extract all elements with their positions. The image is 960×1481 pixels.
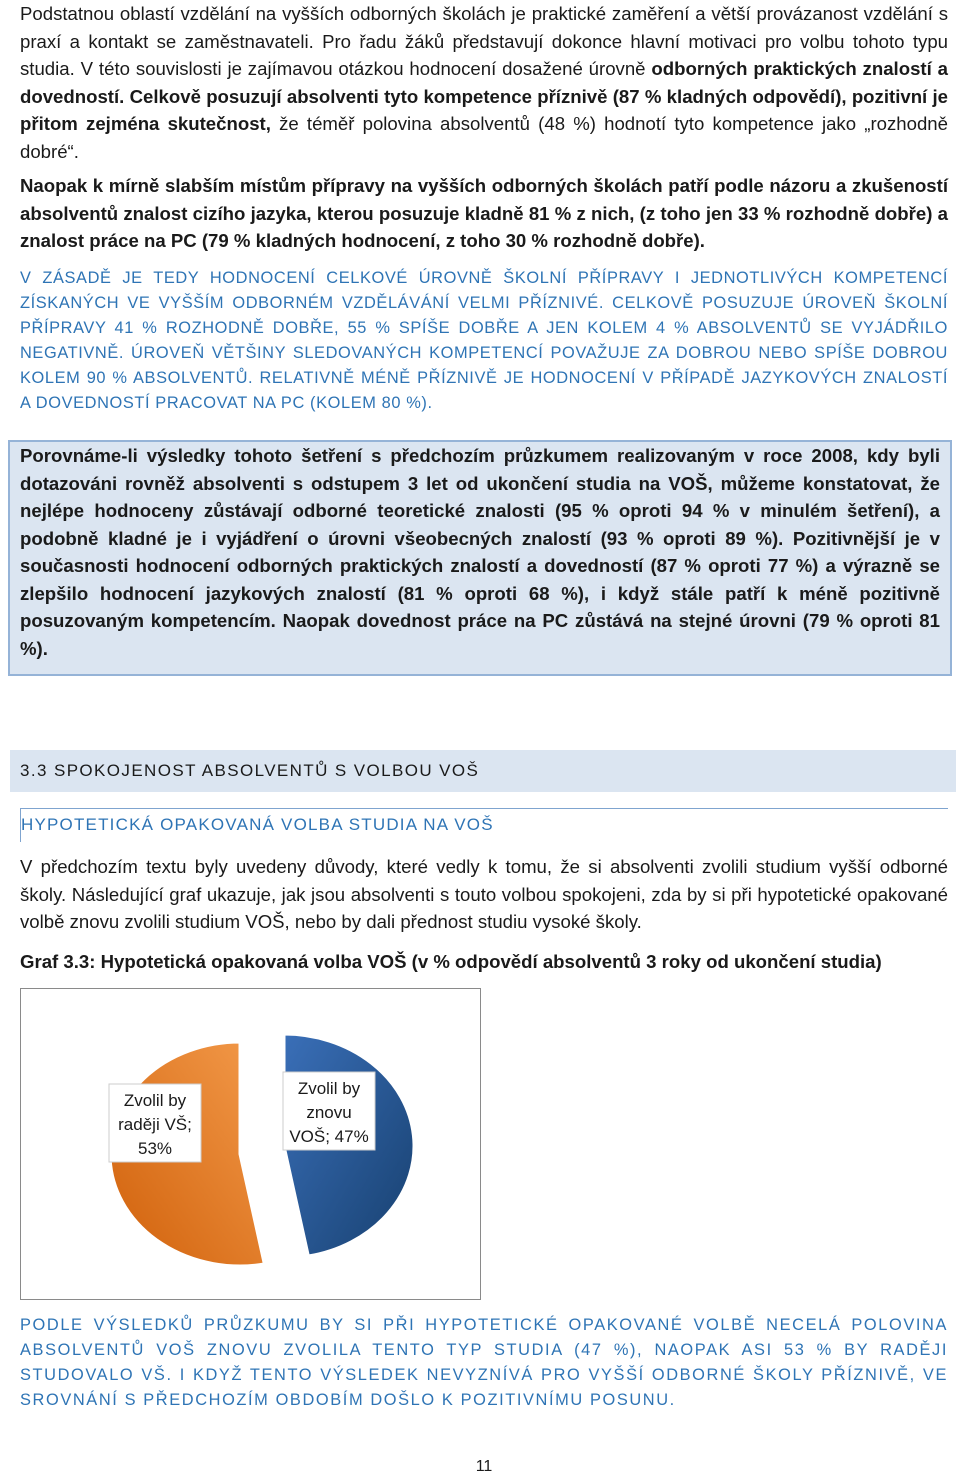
summary-box-repeat-choice: PODLE VÝSLEDKŮ PRŮZKUMU BY SI PŘI HYPOTETICKÉ OPAKOVANÉ VOLBĚ NECELÁ POLOVINA ABSOLVENTŮ VOŠ ZNOVU ZVOLILA TENTO TYP STUDIA (47 %), NAOPAK ASI 53 % BY RADĚJI STUDOVALO VŠ. I KDYŽ TENTO VÝSLEDEK NEVYZNÍVÁ PRO VYŠŠÍ ODBORNÉ ŠKOLY PŘÍZNIVĚ, VE SROVNÁNÍ S PŘEDCHOZÍM OBDOBÍM DOŠLO K POZITIVNÍMU POSUNU. xyxy=(20,1316,948,1409)
pie-label-line: raději VŠ; xyxy=(118,1115,192,1134)
paragraph-text: Podstatnou oblastí vzdělání na vyšších odborných školách je praktické zaměření a větší provázanost vzdělání s praxí a kontakt se zaměstnavateli. Pro řadu žáků představují dokonce hlavní motivaci pro volbu tohoto typu studia. V této souvislosti je zajímavou otázkou hodnocení dosažené úrovně xyxy=(20,3,948,79)
paragraph-text: že téměř polovina absolventů (48 %) hodnotí tyto kompetence jako „rozhodně dobré“. xyxy=(20,113,948,162)
comparison-text: Porovnáme-li výsledky tohoto šetření s předchozím průzkumem realizovaným v roce 2008, kdy byli dotazováni rovněž absolventi s odstupem 3 let od ukončení studia na VOŠ, můžeme konstatovat, že nejlépe hodnoceny zůstávají odborné teoretické znalosti (95 % oproti 94 % v minulém šetření), a podobně kladné je i vyjádření o úrovni všeobecných znalostí (93 % oproti 89 %). Pozitivnější je v současnosti hodnocení odborných praktických znalostí a dovedností (87 % oproti 77 %) a výrazně se zlepšilo hodnocení jazykových znalostí (81 % oproti 68 %), i když stále patří k méně pozitivně posuzovaným kompetencím. Naopak dovednost práce na PC zůstává na stejné úrovni (79 % oproti 81 %). xyxy=(20,445,940,659)
pie-label-line: Zvolil by xyxy=(123,1091,187,1110)
paragraph-bold-text: odborných praktických znalostí a dovedností. Celkově posuzují absolventi tyto kompetence příznivě (87 % kladných odpovědí), pozitivní je přitom zejména skutečnost, xyxy=(20,58,948,134)
pie-chart xyxy=(21,989,480,1299)
pie-label-line: znovu xyxy=(306,1103,352,1122)
paragraph-graph-intro: V předchozím textu byly uvedeny důvody, které vedly k tomu, že si absolventi zvolili studium vyšší odborné školy. Následující graf ukazuje, jak jsou absolventi s touto volbou spokojeni, zda by si při hypotetické opakované volbě znovu zvolili studium VOŠ, nebo by dali přednost studiu vysoké školy. xyxy=(20,856,948,932)
section-heading: 3.3 SPOKOJENOST ABSOLVENTŮ S VOLBOU VOŠ xyxy=(10,750,956,792)
page-number: 11 xyxy=(475,1458,493,1475)
subsection-heading-text: HYPOTETICKÁ OPAKOVANÁ VOLBA STUDIA NA VOŠ xyxy=(21,815,494,834)
subsection-heading xyxy=(20,808,948,842)
pie-chart-frame xyxy=(20,988,481,1300)
paragraph-weaker-areas: Naopak k mírně slabším místům přípravy na vyšších odborných školách patří podle názoru a zkušeností absolventů znalost cizího jazyka, kterou posuzuje kladně 81 % z nich, (z toho jen 33 % rozhodně dobře) a znalost práce na PC (79 % kladných hodnocení, z toho 30 % rozhodně dobře). xyxy=(20,175,948,251)
pie-label-line: VOŠ; 47% xyxy=(289,1127,369,1146)
paragraph-practical-skills xyxy=(20,0,948,165)
pie-label-line: 53% xyxy=(137,1139,173,1158)
summary-box-competences: V ZÁSADĚ JE TEDY HODNOCENÍ CELKOVÉ ÚROVNĚ ŠKOLNÍ PŘÍPRAVY I JEDNOTLIVÝCH KOMPETENCÍ ZÍSKANÝCH VE VYŠŠÍM ODBORNÉM VZDĚLÁVÁNÍ VELMI PŘÍZNIVÉ. CELKOVĚ POSUZUJE ÚROVEŇ ŠKOLNÍ PŘÍPRAVY 41 % ROZHODNĚ DOBŘE, 55 % SPÍŠE DOBŘE A JEN KOLEM 4 % ABSOLVENTŮ SE VYJÁDŘILO NEGATIVNĚ. ÚROVEŇ VĚTŠINY SLEDOVANÝCH KOMPETENCÍ POVAŽUJE ZA DOBROU NEBO SPÍŠE DOBROU KOLEM 90 % ABSOLVENTŮ. RELATIVNĚ MÉNĚ PŘÍZNIVĚ JE HODNOCENÍ V PŘÍPADĚ JAZYKOVÝCH ZNALOSTÍ A DOVEDNOSTÍ PRACOVAT NA PC (KOLEM 80 %). xyxy=(20,269,948,412)
pie-label-line: Zvolil by xyxy=(297,1079,361,1098)
graph-caption: Graf 3.3: Hypotetická opakovaná volba VOŠ (v % odpovědí absolventů 3 roky od ukončení studia) xyxy=(20,951,882,972)
